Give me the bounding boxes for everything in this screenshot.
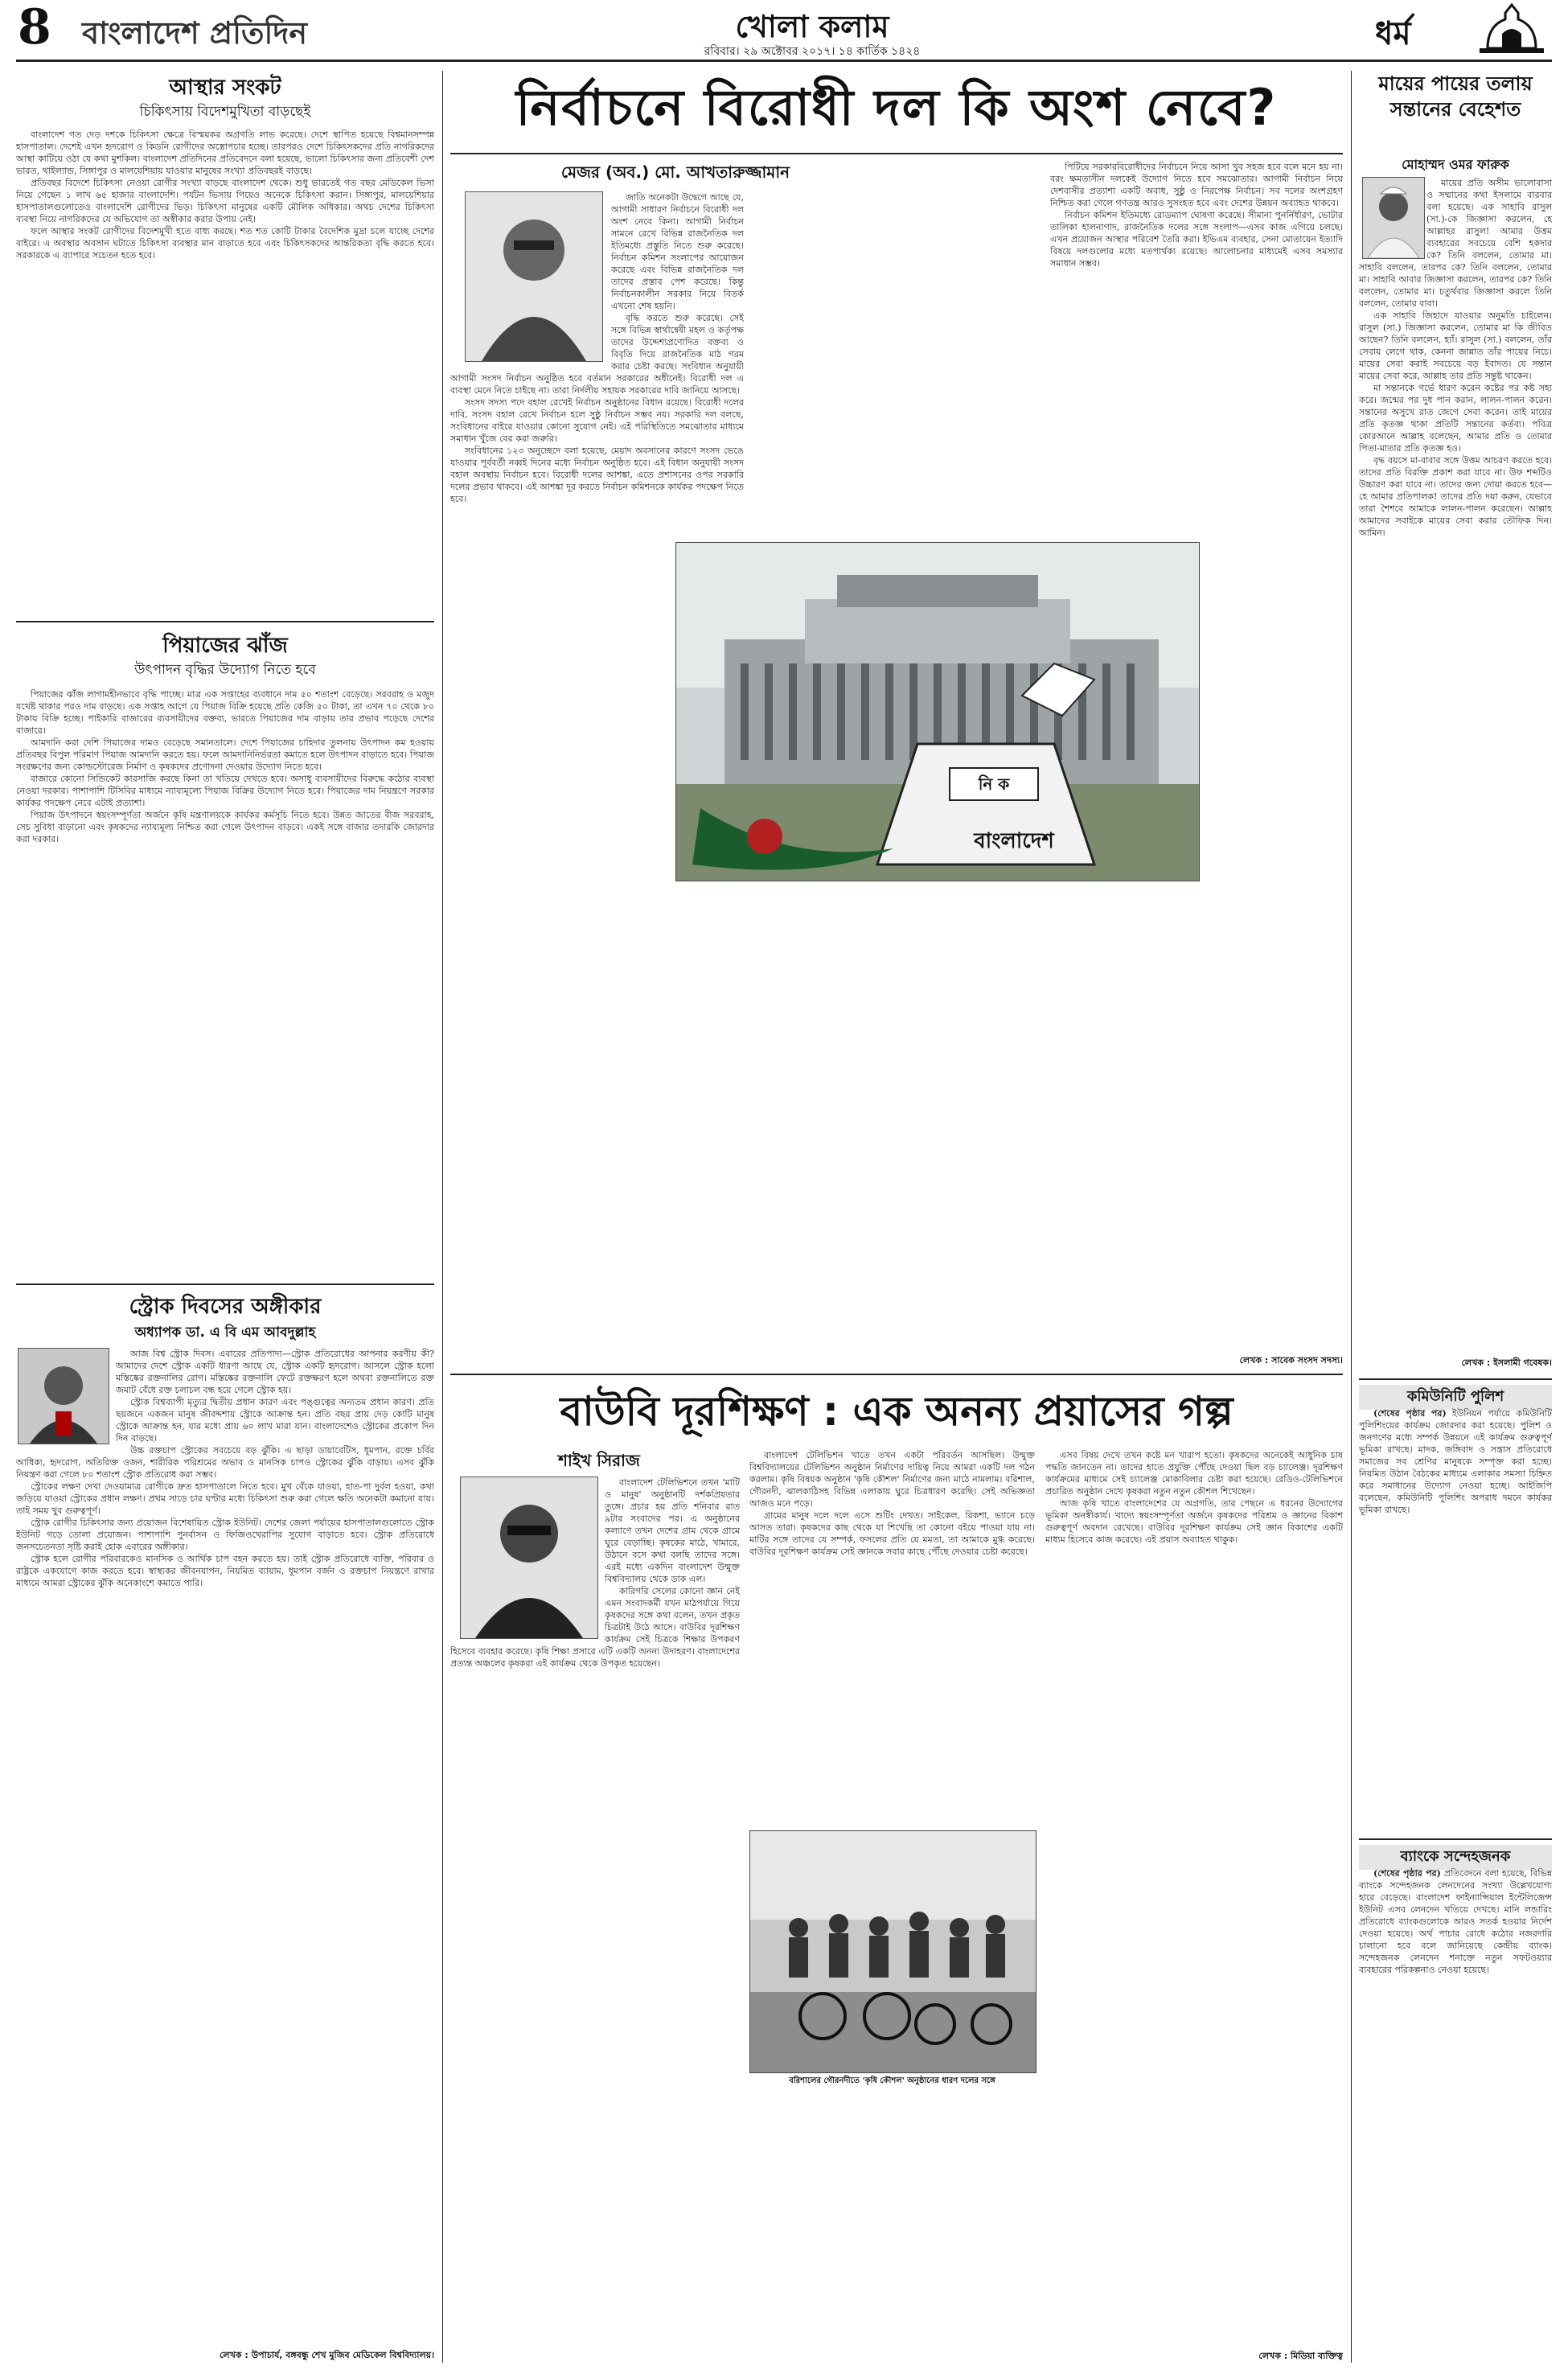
paragraph: স্ট্রোক বিশ্বব্যাপী মৃত্যুর দ্বিতীয় প্রধান কারণ এবং পঙ্গুত্বের অন্যতম প্রধান কারণ। প্রতি ছয়জনে একজন মানুষ জীবদ্দশায় স্ট্রোকে আক্রান্ত হন। প্রতি বছর প্রায় দেড় কোটি মানুষ স্ট্রোকে আক্রান্ত হন, যার মধ্যে প্রায় ৬০ লাখ মারা যান। বাংলাদেশেও স্ট্রোকের প্রকোপ দিন দিন বাড়ছে। [116, 1397, 434, 1444]
article-title: মায়ের পায়ের তলায় সন্তানের বেহেশত [1378, 72, 1533, 121]
article-body [1359, 1867, 1552, 2360]
divider [16, 621, 434, 622]
masthead-rule [16, 60, 1552, 62]
editorial-body [16, 129, 434, 611]
continued-label: (শেষের পৃষ্ঠার পর) [1373, 1868, 1441, 1879]
religion-article [1359, 71, 1552, 1374]
article-title: কমিউনিটি পুলিশ [1359, 1385, 1552, 1410]
paragraph: বৃদ্ধি করতে শুরু করেছে। সেই সঙ্গে বিভিন্ন স্বার্থান্বেষী মহল ও কর্তৃপক্ষ তাদের উদ্দেশ্যপ্রণোদিত বক্তব্য ও বিবৃতি দিয়ে রাজনৈতিক মাঠ গরম করার চেষ্টা করছে। সংবিধান অনুযায়ী আগামী সংসদ নির্বাচন অনুষ্ঠিত হবে বর্তমান সরকারের অধীনেই। বিরোধী দল এ ব্যবস্থা মেনে নিতে চাইছে না। তারা নির্দলীয় সহায়ক সরকারের দাবি জানিয়ে আসছে। [450, 313, 744, 396]
paragraph: পিটিয়ে সরকারবিরোধীদের নির্বাচনে নিয়ে আসা খুব সহজ হবে বলে মনে হয় না। বরং ক্ষমতাসীন দলকেই উদ্যোগ নিতে হবে সমঝোতার। আগামী নির্বাচন নিয়ে দেশবাসীর প্রত্যাশা একটি অবাধ, সুষ্ঠু ও নিরপেক্ষ নির্বাচন। সব দলের অংশগ্রহণ নিশ্চিত করা গেলে গণতন্ত্র আরও সুসংহত হবে এবং দেশের উন্নয়ন অব্যাহত থাকবে। [1050, 162, 1343, 208]
mosque-icon [1472, 2, 1552, 55]
paragraph: সংসদ সদস্য পদে বহাল রেখেই নির্বাচন অনুষ্ঠানের বিধান রয়েছে। বিরোধী দলের দাবি, সংসদ বহাল রেখে নির্বাচন হলে সুষ্ঠু নির্বাচন সম্ভব নয়। সরকারি দল বলছে, সংবিধানের বাইরে যাওয়ার কোনো সুযোগ নেই। এই পরিস্থিতিতে সমঝোতার মাধ্যমে সমাধান খুঁজে বের করা জরুরি। [450, 397, 744, 444]
article-footer: লেখক : মিডিয়া ব্যক্তিত্ব [1258, 2351, 1343, 2361]
headline-rule [450, 153, 1343, 154]
article-text: ইউনিয়ন পর্যায়ে কমিউনিটি পুলিশিংয়ের কার্যক্রম জোরদার করা হয়েছে। পুলিশ ও জনগণের মধ্যে সম্পর্ক উন্নয়নে এই কার্যক্রম গুরুত্বপূর্ণ ভূমিকা রাখছে। মাদক, জঙ্গিবাদ ও সন্ত্রাস প্রতিরোধে সমাজের সব শ্রেণির মানুষকে সম্পৃক্ত করা হচ্ছে। নিয়মিত উঠান বৈঠকের মাধ্যমে এলাকার সমস্যা চিহ্নিত করে সমাধানের উদ্যোগ নেওয়া হচ্ছে। আইজিপি বলেছেন, কমিউনিটি পুলিশিং অপরাধ দমনে কার্যকর ভূমিকা রাখছে। [1359, 1408, 1552, 1515]
article-title: স্ট্রোক দিবসের অঙ্গীকার [129, 1295, 322, 1319]
paragraph: আজ বিশ্ব স্ট্রোক দিবস। এবারের প্রতিপাদ্য—স্ট্রোক প্রতিরোধের আপনার করণীয় কী? আমাদের দেশে স্ট্রোক একটি ধারণা আছে যে, স্ট্রোক একটি হৃদরোগ। আসলে স্ট্রোক হলো মস্তিষ্কের রক্তনালির রোগ। মস্তিষ্কের রক্তনালি ফেটে রক্তক্ষরণ হলে অথবা রক্তনালিতে রক্ত জমাট বেঁধে রক্ত চলাচল বন্ধ হয়ে গেলে স্ট্রোক হয়। [116, 1349, 434, 1395]
religion-label: ধর্ম [1375, 15, 1411, 52]
article-footer: লেখক : ইসলামী গবেষক। [1461, 1357, 1552, 1368]
article-title: ব্যাংকে সন্দেহজনক [1359, 1845, 1552, 1870]
paragraph: সংবিধানের ১২৩ অনুচ্ছেদে বলা হয়েছে, মেয়াদ অবসানের কারণে সংসদ ভেঙে যাওয়ার পূর্ববর্তী নব্বই দিনের মধ্যে নির্বাচন অনুষ্ঠিত হবে। এই বিধান অনুযায়ী সংসদ বহাল অবস্থায় নির্বাচন হবে। বিরোধী দলের আশঙ্কা, এতে প্রশাসনের ওপর সরকারি দলের প্রভাব থাকবে। এই আশঙ্কা দূর করতে নির্বাচন কমিশনকে কার্যকর পদক্ষেপ নিতে হবে। [450, 446, 744, 504]
article-author: মেজর (অব.) মো. আখতারুজ্জামান [560, 162, 790, 182]
section-title: খোলা কলাম [735, 9, 889, 44]
article-body [1359, 177, 1552, 1351]
divider [1359, 1378, 1552, 1380]
divider [16, 1284, 434, 1285]
divider [450, 1374, 1343, 1375]
paragraph: স্ট্রোক রোগীর চিকিৎসার জন্য প্রয়োজন বিশেষায়িত স্ট্রোক ইউনিট। দেশের জেলা পর্যায়ের হাসপাতালগুলোতে স্ট্রোক ইউনিট গড়ে তোলা প্রয়োজন। পাশাপাশি পুনর্বাসন ও ফিজিওথেরাপির সুযোগ বাড়াতে হবে। স্ট্রোক প্রতিরোধে জনসচেতনতা সৃষ্টি করাই হোক এবারের অঙ্গীকার। [16, 1518, 434, 1552]
article-text: প্রতিবেদনে বলা হয়েছে, বিভিন্ন ব্যাংকে সন্দেহজনক লেনদেনের সংখ্যা উল্লেখযোগ্য হারে বেড়েছে। বাংলাদেশ ফাইন্যান্সিয়াল ইন্টেলিজেন্স ইউনিট এসব লেনদেন খতিয়ে দেখছে। মানি লন্ডারিং প্রতিরোধে ব্যাংকগুলোকে আরও সতর্ক হওয়ার নির্দেশ দেওয়া হয়েছে। অর্থ পাচার রোধে কঠোর নজরদারি চালানো হবে বলে জানিয়েছে কেন্দ্রীয় ব্যাংক। সন্দেহজনক লেনদেন শনাক্তে নতুন সফটওয়্যার ব্যবহারের পরিকল্পনাও নেওয়া হয়েছে। [1359, 1868, 1552, 1975]
editorial-subtitle: উৎপাদন বৃদ্ধির উদ্যোগ নিতে হবে [134, 662, 316, 678]
column-divider [1351, 71, 1352, 2363]
continued-label: (শেষের পৃষ্ঠার পর) [1373, 1408, 1447, 1419]
community-police-article [1359, 1385, 1552, 1835]
bank-article [1359, 1845, 1552, 2364]
main-article-election [450, 71, 1343, 1370]
editorial-onion [16, 629, 434, 1280]
paragraph: মা সন্তানকে গর্ভে ধারণ করেন কষ্টের পর কষ্ট সহ্য করে। জন্মের পর দুধ পান করান, লালন-পালন করেন। সন্তানের অসুখে রাত জেগে সেবা করেন। তাই মায়ের প্রতি কৃতজ্ঞ থাকা প্রতিটি সন্তানের কর্তব্য। পবিত্র কোরআনে আল্লাহ বলেছেন, আমার প্রতি ও তোমার পিতা-মাতার প্রতি কৃতজ্ঞ হও। [1359, 383, 1552, 454]
paragraph: ফলে আস্থার সংকট রোগীদের বিদেশমুখী হতে বাধ্য করছে। শত শত কোটি টাকার বৈদেশিক মুদ্রা চলে যাচ্ছে দেশের বাইরে। এ অবস্থার অবসান ঘটাতে চিকিৎসা ব্যবস্থার মান বাড়াতে হবে এবং চিকিৎসকদের আন্তরিকতা বৃদ্ধি করতে হবে। সরকারকে এ ব্যাপারে সচেতন হতে হবে। [16, 226, 434, 261]
paragraph: পিয়াজ উৎপাদনে স্বয়ংসম্পূর্ণতা অর্জনে কৃষি মন্ত্রণালয়কে কার্যকর কর্মসূচি নিতে হবে। উন্নত জাতের বীজ সরবরাহ, সেচ সুবিধা বাড়ানো এবং কৃষকদের ন্যায্যমূল্য নিশ্চিত করা গেলে উৎপাদন বাড়বে। একই সঙ্গে বাজার তদারকি জোরদার করা দরকার। [16, 810, 434, 844]
paragraph [1359, 1867, 1552, 1976]
article-body [1359, 1407, 1552, 1834]
editorial-healthcare [16, 71, 434, 618]
paragraph: স্ট্রোক হলে রোগীর পরিবারকেও মানসিক ও আর্থিক চাপ বহন করতে হয়। তাই স্ট্রোক প্রতিরোধে ব্যক্তি, পরিবার ও রাষ্ট্রকে একযোগে কাজ করতে হবে। স্বাস্থ্যকর জীবনযাপন, নিয়মিত ব্যায়াম, ধূমপান বর্জন ও রক্তচাপ নিয়ন্ত্রণে রাখার মাধ্যমে আমরা স্ট্রোকের ঝুঁকি অনেকাংশে কমাতে পারি। [16, 1554, 434, 1588]
paragraph: বাংলাদেশ টেলিভিশনে তখন 'মাটি ও মানুষ' অনুষ্ঠানটি দর্শকপ্রিয়তার তুঙ্গে। প্রচার হয় প্রতি শনিবার রাত ৯টার সংবাদের পর। এ অনুষ্ঠানের কল্যাণে তখন দেশের গ্রাম থেকে গ্রামে ঘুরে বেড়াচ্ছি। কৃষকের মাঠে, খামারে, উঠানে বসে কথা বলছি তাদের সঙ্গে। এরই মধ্যে একদিন বাংলাদেশ উন্মুক্ত বিশ্ববিদ্যালয় থেকে ডাক এল। [605, 1477, 740, 1584]
paragraph: জাতি অনেকটা উদ্বেগে আছে যে, আগামী সাধারণ নির্বাচনে বিরোধী দল অংশ নেবে কিনা। আগামী নির্বাচন সামনে রেখে বিভিন্ন রাজনৈতিক দল ইতিমধ্যে প্রস্তুতি নিতে শুরু করেছে। নির্বাচন কমিশন সংলাপের আয়োজন করেছে এবং বিভিন্ন রাজনৈতিক দল তাদের প্রস্তাব পেশ করেছে। কিন্তু নির্বাচনকালীন সরকার নিয়ে বিতর্ক এখনো শেষ হয়নি। [611, 192, 744, 311]
paper-name: বাংলাদেশ প্রতিদিন [82, 15, 308, 51]
paragraph: বাজারে কোনো সিন্ডিকেট কারসাজি করছে কিনা তা খতিয়ে দেখতে হবে। অসাধু ব্যবসায়ীদের বিরুদ্ধে কঠোর ব্যবস্থা নেওয়া দরকার। পাশাপাশি টিসিবির মাধ্যমে ন্যায্যমূল্যে পিয়াজ বিক্রির উদ্যোগ নিতে হবে। পিয়াজের দাম নিয়ন্ত্রণে সরকার কার্যকর পদক্ষেপ নেবে এটাই প্রত্যাশা। [16, 774, 434, 808]
column-divider [442, 71, 443, 2363]
article-author: শাইখ সিরাজ [558, 1451, 640, 1470]
article-body [16, 1348, 434, 2345]
stroke-article [16, 1290, 434, 2368]
headline: নির্বাচনে বিরোধী দল কি অংশ নেবে? [515, 78, 1278, 137]
article-body-col3 [1045, 1449, 1343, 2334]
article-author: অধ্যাপক ডা. এ বি এম আবদুল্লাহ [134, 1325, 316, 1341]
headline: বাউবি দূরশিক্ষণ : এক অনন্য প্রয়াসের গল্প [560, 1388, 1233, 1435]
editorial-title: আস্থার সংকট [169, 76, 281, 100]
paragraph: স্ট্রোকের লক্ষণ দেখা দেওয়ামাত্র রোগীকে দ্রুত হাসপাতালে নিতে হবে। মুখ বেঁকে যাওয়া, হাত-পা দুর্বল হওয়া, কথা জড়িয়ে যাওয়া স্ট্রোকের প্রধান লক্ষণ। প্রথম সাড়ে চার ঘণ্টার মধ্যে চিকিৎসা শুরু করা গেলে ক্ষতি অনেকটা কমানো যায়। তাই সময় খুব গুরুত্বপূর্ণ। [16, 1481, 434, 1516]
field-team-photo [749, 1830, 1036, 2073]
article-footer: লেখক : উপাচার্য, বঙ্গবন্ধু শেখ মুজিব মেডিকেল বিশ্ববিদ্যালয়। [219, 2350, 434, 2360]
paragraph: নির্বাচন কমিশন ইতিমধ্যে রোডম্যাপ ঘোষণা করেছে। সীমানা পুনর্নির্ধারণ, ভোটার তালিকা হালনাগাদ, রাজনৈতিক দলের সঙ্গে সংলাপ—এসব কাজ এগিয়ে চলছে। এখন প্রয়োজন আস্থার পরিবেশ তৈরি করা। ইভিএম ব্যবহার, সেনা মোতায়েন ইত্যাদি বিষয়ে দলগুলোর মধ্যে মতপার্থক্য রয়েছে। আলোচনার মাধ্যমেই এসব সমস্যার সমাধান সম্ভব। [1050, 210, 1343, 269]
photo-caption: বরিশালের গৌরনদীতে 'কৃষি কৌশল' অনুষ্ঠানের ধারণ দলের সঙ্গে [789, 2076, 995, 2085]
paragraph: উচ্চ রক্তচাপ স্ট্রোকের সবচেয়ে বড় ঝুঁকি। এ ছাড়া ডায়াবেটিস, ধূমপান, রক্তে চর্বির আধিক্য, হৃদরোগ, অতিরিক্ত ওজন, শারীরিক পরিশ্রমের অভাব ও মানসিক চাপও স্ট্রোকের ঝুঁকি বাড়ায়। এসব ঝুঁকি নিয়ন্ত্রণ করা গেলে ৮০ শতাংশ স্ট্রোক প্রতিরোধ করা সম্ভব। [16, 1445, 434, 1480]
paragraph: বৃদ্ধ বয়সে মা-বাবার সঙ্গে উত্তম আচরণ করতে হবে। তাদের প্রতি বিরক্তি প্রকাশ করা যাবে না। উফ শব্দটিও উচ্চারণ করা যাবে না। তাদের জন্য দোয়া করতে হবে—হে আমার প্রতিপালক! তাদের প্রতি দয়া করুন, যেভাবে তারা শৈশবে আমাকে লালন-পালন করেছেন। আল্লাহ আমাদের সবাইকে মায়ের সেবা করার তৌফিক দিন। আমিন। [1359, 455, 1552, 538]
main-article-bou [450, 1380, 1343, 2365]
ballot-box-label: নি ক [978, 774, 1010, 794]
article-body-col1 [450, 1477, 740, 2361]
article-footer: লেখক : সাবেক সংসদ সদস্য। [1239, 1355, 1343, 1366]
paragraph: বাংলাদেশ টেলিভিশন খাতে তখন একটা পরিবর্তন আসছিল। উন্মুক্ত বিশ্ববিদ্যালয়ের টেলিভিশন অনুষ্ঠান নির্মাণের দায়িত্ব নিয়ে আমরা একটি দল গঠন করলাম। কৃষি বিষয়ক অনুষ্ঠান 'কৃষি কৌশল' নির্মাণের জন্য মাঠে নামলাম। বরিশাল, গৌরনদী, ঝালকাঠিসহ বিভিন্ন এলাকায় ঘুরে চিত্রধারণ করেছি। সেই অভিজ্ঞতা আজও মনে পড়ে। [749, 1450, 1035, 1509]
editorial-title: পিয়াজের ঝাঁজ [162, 634, 288, 658]
paragraph: গ্রামের মানুষ দলে দলে এসে শুটিং দেখত। সাইকেল, রিকশা, ভ্যানে চড়ে আসত তারা। কৃষকদের কাছ থেকে যা শিখেছি তা কোনো বইয়ে পাওয়া যায় না। মাটির সঙ্গে তাদের যে সম্পর্ক, ফসলের প্রতি যে মমতা, তা আমাকে মুগ্ধ করেছে। বাউবির দূরশিক্ষণ কার্যক্রম সেই জ্ঞানকে সবার কাছে পৌঁছে দেওয়ার চেষ্টা করেছে। [749, 1510, 1035, 1557]
paragraph: কারিগরি সেলের কোনো জ্ঞান নেই এমন সংবাদকর্মী যখন মাঠপর্যায়ে গিয়ে কৃষকদের সঙ্গে কথা বলেন, তখন প্রকৃত চিত্রটাই উঠে আসে। বাউবির দূরশিক্ষণ কার্যক্রম সেই চিত্রকে শিক্ষার উপকরণ হিসেবে ব্যবহার করেছে। কৃষি শিক্ষা প্রসারে এটি একটি অনন্য উদাহরণ। বাংলাদেশের প্রত্যন্ত অঞ্চলের কৃষকরা এই কার্যক্রম থেকে উপকৃত হয়েছেন। [450, 1586, 740, 1669]
masthead [0, 0, 1568, 56]
editorial-subtitle: চিকিৎসায় বিদেশমুখিতা বাড়ছেই [139, 104, 311, 120]
paragraph: এক সাহাবি জিহাদে যাওয়ার অনুমতি চাইলেন। রাসুল (সা.) জিজ্ঞাসা করলেন, তোমার মা কি জীবিত আছেন? তিনি বললেন, হ্যাঁ। রাসুল (সা.) বললেন, তাঁর সেবায় লেগে থাক, কেননা জান্নাত তাঁর পায়ের নিচে। মায়ের সেবা করাই সবচেয়ে বড় ইবাদত। যে সন্তান মায়ের সেবা করে, আল্লাহ তার প্রতি সন্তুষ্ট থাকেন। [1359, 310, 1552, 381]
paragraph: পিয়াজের ঝাঁজ লাগামহীনভাবে বৃদ্ধি পাচ্ছে। মাত্র এক সপ্তাহের ব্যবধানে দাম ৫০ শতাংশ বেড়েছে। সরবরাহ ও মজুদ যথেষ্ট থাকার পরও দাম বাড়ছে। এক সপ্তাহ আগে যে পিয়াজ বিক্রি হয়েছে প্রতি কেজি ৫০ টাকা, তা এখন ৭০ থেকে ৮০ টাকায় বিক্রি হচ্ছে। পাইকারি বাজারের ব্যবসায়ীদের বক্তব্য, ভারতে পিয়াজের দাম বাড়ায় তার প্রভাব পড়েছে দেশের বাজারে। [16, 689, 434, 736]
paragraph: এসব বিষয় দেখে তখন কষ্টে মন খারাপ হতো। কৃষকদের অনেকেই আধুনিক চাষ পদ্ধতি জানতেন না। তাদের হাতে প্রযুক্তি পৌঁছে দেওয়া ছিল বড় চ্যালেঞ্জ। দূরশিক্ষণ কার্যক্রমের মাধ্যমে সেই চ্যালেঞ্জ মোকাবিলার চেষ্টা করা হয়েছে। রেডিও-টেলিভিশনে প্রচারিত অনুষ্ঠান দেখে কৃষকরা নতুন নতুন কৌশল শিখেছেন। [1045, 1450, 1343, 1497]
paragraph: আমদানি করা দেশি পিয়াজের দামও বেড়েছে সমানতালে। দেশে পিয়াজের চাহিদার তুলনায় উৎপাদন কম হওয়ায় প্রতিবছর বিপুল পরিমাণ পিয়াজ আমদানি করতে হয়। ফলে আমদানিনির্ভরতা কমাতে হলে উৎপাদন বাড়াতে হবে। পিয়াজ সংরক্ষণের জন্য কোল্ডস্টোরেজ নির্মাণ ও কৃষকদের প্রণোদনা দেওয়ার উদ্যোগ নিতে হবে। [16, 737, 434, 772]
paragraph [1359, 1407, 1552, 1516]
page-number: 8 [18, 0, 51, 55]
date-line: রবিবার। ২৯ অক্টোবর ২০১৭। ১৪ কার্তিক ১৪২৪ [704, 45, 921, 58]
paragraph: প্রতিবছর বিদেশে চিকিৎসা নেওয়া রোগীর সংখ্যা বাড়ছে বাংলাদেশ থেকে। শুধু ভারতেই গত বছর মেডিকেল ভিসা নিয়ে গেছেন ১ লাখ ৬৫ হাজার বাংলাদেশি। পর্যটন ভিসায় গিয়েও অনেকে চিকিৎসা করান। সিঙ্গাপুর, মালয়েশিয়ার হাসপাতালগুলোতেও বাংলাদেশি রোগীদের ভিড়। চিকিৎসা মানুষের একটি মৌলিক অধিকার। অথচ দেশের চিকিৎসা ব্যবস্থা নিয়ে নাগরিকদের যে অভিযোগ তা অস্বীকার করার উপায় নেই। [16, 178, 434, 224]
article-author: মোহাম্মদ ওমর ফারুক [1402, 157, 1509, 172]
election-commission-photo [675, 542, 1200, 881]
ballot-map-label: বাংলাদেশ [974, 829, 1054, 853]
divider [1359, 1838, 1552, 1840]
editorial-body [16, 688, 434, 1275]
paragraph: আজ কৃষি খাতে বাংলাদেশের যে অগ্রগতি, তার পেছনে এ ধরনের উদ্যোগের ভূমিকা অনস্বীকার্য। খাদ্যে স্বয়ংসম্পূর্ণতা অর্জনে কৃষকদের পরিশ্রম ও জ্ঞানের বিকাশ গুরুত্বপূর্ণ অবদান রেখেছে। বাউবির দূরশিক্ষণ কার্যক্রম সেই জ্ঞান বিকাশের একটি মাধ্যম হিসেবে কাজ করেছে। এই প্রয়াস অব্যাহত থাকুক। [1045, 1498, 1343, 1545]
paragraph: বাংলাদেশ গত দেড় দশকে চিকিৎসা ক্ষেত্রে বিস্ময়কর অগ্রগতি লাভ করেছে। দেশে স্থাপিত হয়েছে বিশ্বমানসম্পন্ন হাসপাতাল। দেশেই এখন হৃদরোগ ও কিডনি রোগীদের অস্ত্রোপচার হচ্ছে। তারপরও দেশে চিকিৎসকদের প্রতি নাগরিকদের আস্থা কাটিয়ে ওঠা যে কথা মুশকিল। বাংলাদেশ প্রতিদিনের প্রতিবেদনে বলা হয়েছে, ভালো চিকিৎসার জন্য প্রতিবেশী দেশ ভারত, থাইল্যান্ড, সিঙ্গাপুর ও মালয়েশিয়ায় যাওয়ার মানুষের সংখ্যা প্রতিবছরই বাড়ছে। [16, 129, 434, 176]
paragraph: মায়ের প্রতি অসীম ভালোবাসা ও সম্মানের কথা ইসলামে বারবার বলা হয়েছে। এক সাহাবি রাসুল (সা.)-কে জিজ্ঞাসা করলেন, হে আল্লাহর রাসুল! আমার উত্তম ব্যবহারের সবচেয়ে বেশি হকদার কে? তিনি বললেন, তোমার মা। সাহাবি বললেন, তারপর কে? তিনি বললেন, তোমার মা। সাহাবি আবার জিজ্ঞাসা করলেন, তারপর কে? তিনি বললেন, তোমার মা। চতুর্থবার জিজ্ঞাসা করলে তিনি বললেন, তোমার বাবা। [1359, 178, 1552, 309]
